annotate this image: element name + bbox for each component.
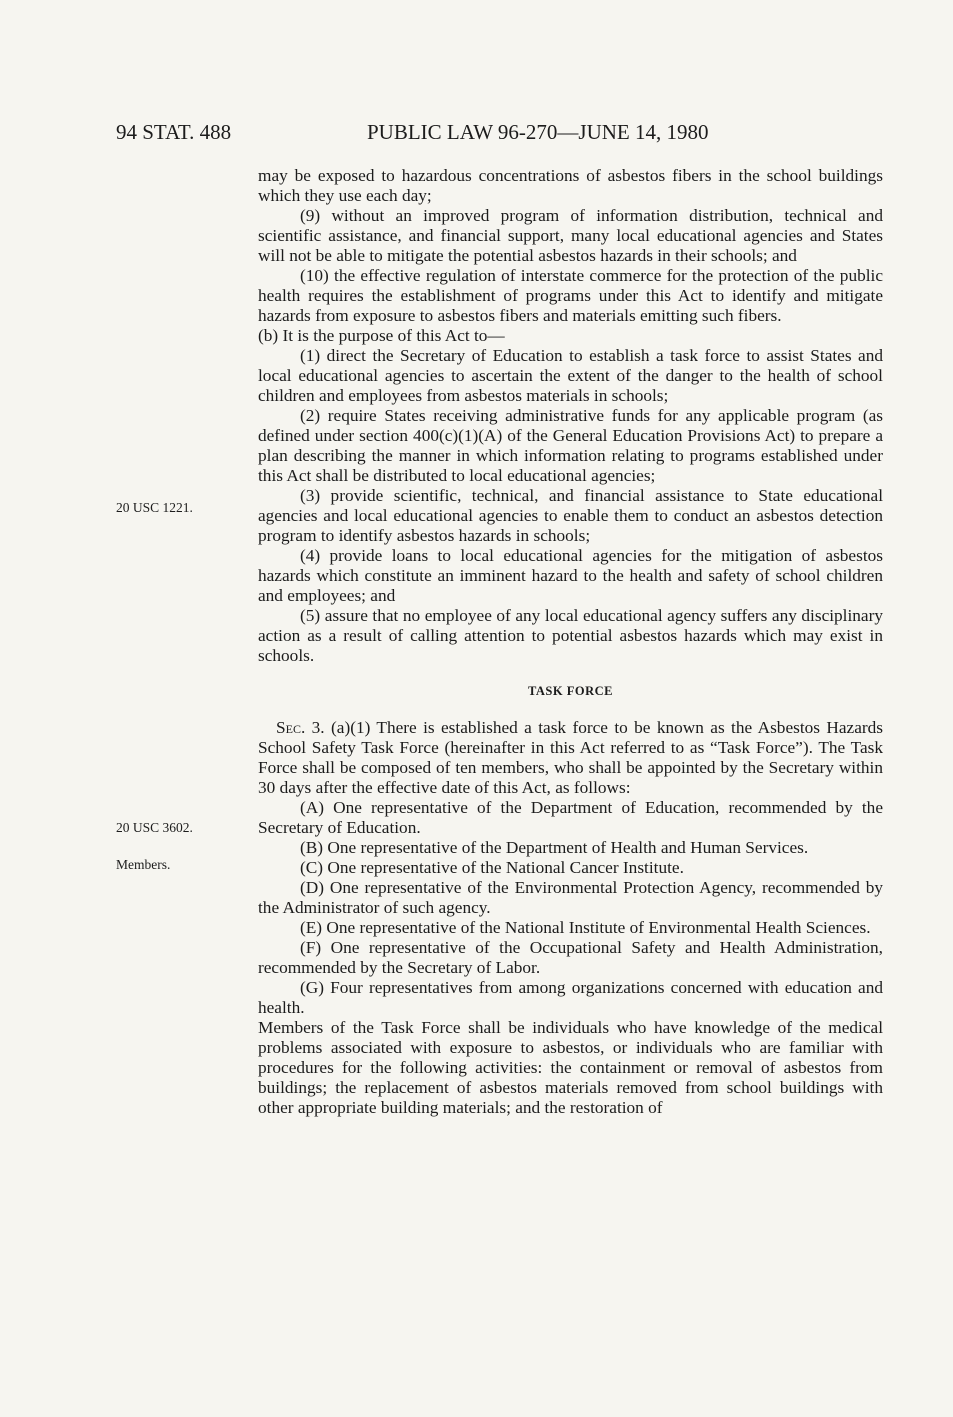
member-d: (D) One representative of the Environmental Protection Agency, recommended by the Administrator of such agency. [258, 878, 883, 917]
purpose-intro: (b) It is the purpose of this Act to— [258, 326, 505, 345]
member-a: (A) One representative of the Department of Education, recommended by the Secretary of Education. [258, 798, 883, 837]
member-e: (E) One representative of the National Institute of Environmental Health Sciences. [300, 918, 871, 937]
member-f: (F) One representative of the Occupational Safety and Health Administration, recommended by the Secretary of Labor. [258, 938, 883, 977]
body-text [258, 166, 883, 1118]
section-3-a1 [258, 718, 883, 798]
finding-9: (9) without an improved program of information distribution, technical and scientific assistance, and financial support, many local educational agencies and States will not be able to mitigate the potential asbestos hazards in their schools; and [258, 206, 883, 265]
paragraph-continuation: may be exposed to hazardous concentrations of asbestos fibers in the school buildings which they use each day; [258, 166, 883, 205]
section-label: Sec. 3. [276, 718, 325, 737]
member-g: (G) Four representatives from among organizations concerned with education and health. [258, 978, 883, 1017]
margin-note-members: Members. [116, 857, 171, 872]
purpose-5: (5) assure that no employee of any local educational agency suffers any disciplinary action as a result of calling attention to potential asbestos hazards which may exist in schools. [258, 606, 883, 665]
member-b: (B) One representative of the Department of Health and Human Services. [300, 838, 809, 857]
purpose-1: (1) direct the Secretary of Education to establish a task force to assist States and local educational agencies to ascertain the extent of the danger to the health of school children and employees from asbestos materials in schools; [258, 346, 883, 405]
section-3-text: (a)(1) There is established a task force to be known as the Asbestos Hazards School Safety Task Force (hereinafter in this Act referred to as “Task Force”). The Task Force shall be composed of ten members, who shall be appointed by the Secretary within 30 days after the effective date of this Act, as follows: [258, 718, 884, 797]
margin-note-usc-3602: 20 USC 3602. [116, 820, 193, 835]
page-title: PUBLIC LAW 96-270—JUNE 14, 1980 [367, 120, 709, 144]
purpose-4: (4) provide loans to local educational agencies for the mitigation of asbestos hazards which constitute an imminent hazard to the health and safety of school children and employees; and [258, 546, 883, 605]
member-c: (C) One representative of the National Cancer Institute. [300, 858, 684, 877]
margin-note-usc-1221: 20 USC 1221. [116, 500, 193, 515]
members-qualifications: Members of the Task Force shall be individuals who have knowledge of the medical problems associated with exposure to asbestos, or individuals who are familiar with procedures for the following activities: the containment or removal of asbestos from buildings; the replacement of asbestos materials removed from school buildings with other appropriate building materials; and the restoration of [258, 1018, 883, 1117]
purpose-2: (2) require States receiving administrative funds for any applicable program (as defined under section 400(c)(1)(A) of the General Education Provisions Act) to prepare a plan describing the manner in which information relating to programs established under this Act shall be distributed to local educational agencies; [258, 406, 883, 485]
page-reference: 94 STAT. 488 [116, 120, 232, 144]
finding-10: (10) the effective regulation of interstate commerce for the protection of the public health requires the establishment of programs under this Act to identify and mitigate hazards from exposure to asbestos fibers and materials emitting such fibers. [258, 266, 883, 325]
purpose-3: (3) provide scientific, technical, and financial assistance to State educational agencies and local educational agencies to enable them to conduct an asbestos detection program to identify asbestos hazards in schools; [258, 486, 883, 545]
section-heading: TASK FORCE [528, 684, 613, 698]
